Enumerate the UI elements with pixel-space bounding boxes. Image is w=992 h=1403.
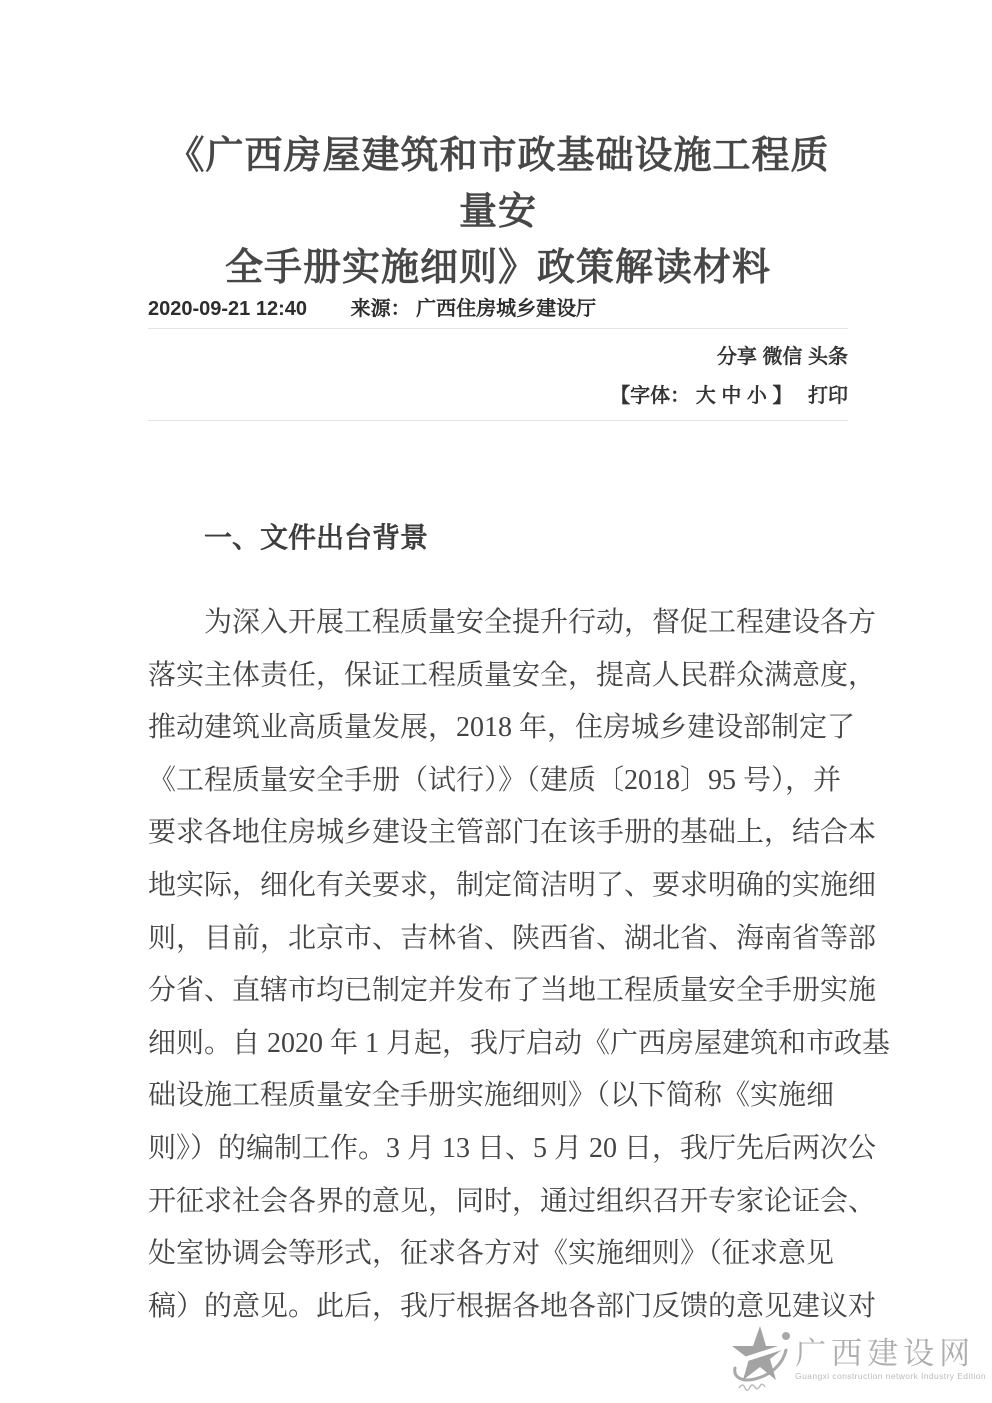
share-label: 分享 (716, 346, 757, 368)
page-title-line1: 《广西房屋建筑和市政基础设施工程质量安 (166, 135, 830, 233)
share-bar (148, 345, 848, 369)
page-title-line2: 全手册实施细则》政策解读材料 (224, 247, 771, 289)
font-size-small-button[interactable]: 小 (746, 385, 767, 407)
watermark-subtitle: Guangxi construction network Industry Edition (795, 1370, 986, 1381)
publish-datetime: 2020-09-21 12:40 (148, 298, 308, 320)
article-page (148, 0, 891, 1333)
source-label: 来源： (350, 298, 411, 320)
font-control-bar (148, 384, 848, 421)
paragraph-line: 细则。自 2020 年 1 月起，我厅启动《广西房屋建筑和市政基 (148, 1027, 891, 1059)
paragraph-line: 地实际，细化有关要求，制定简洁明了、要求明确的实施细 (148, 869, 877, 901)
site-watermark (729, 1322, 986, 1396)
font-size-label-close: 】 (772, 385, 793, 407)
paragraph-line: 础设施工程质量安全手册实施细则》（以下简称《实施细 (148, 1080, 835, 1112)
paragraph-line: 分省、直辖市均已制定并发布了当地工程质量安全手册实施 (148, 975, 877, 1007)
paragraph-line: 则》）的编制工作。3 月 13 日、5 月 20 日，我厅先后两次公 (148, 1132, 877, 1164)
print-button[interactable]: 打印 (808, 385, 848, 407)
paragraph-line: 处室协调会等形式，征求各方对《实施细则》（征求意见 (148, 1238, 835, 1270)
watermark-site-name: 广西建设网 (795, 1335, 976, 1371)
paragraph-line: 稿）的意见。此后，我厅根据各地各部门反馈的意见建议对 (148, 1290, 877, 1322)
share-wechat-button[interactable]: 微信 (762, 346, 803, 368)
font-size-label: 【字体： (610, 385, 691, 407)
paragraph-line: 开征求社会各界的意见，同时，通过组织召开专家论证会、 (148, 1185, 877, 1217)
paragraph-line: 要求各地住房城乡建设主管部门在该手册的基础上，结合本 (148, 817, 877, 849)
font-size-large-button[interactable]: 大 (695, 385, 716, 407)
paragraph-line: 落实主体责任，保证工程质量安全，提高人民群众满意度， (148, 659, 877, 691)
article-paragraph (148, 597, 891, 1333)
paragraph-line: 推动建筑业高质量发展，2018 年，住房城乡建设部制定了 (148, 712, 856, 744)
font-size-medium-button[interactable]: 中 (721, 385, 742, 407)
article-meta (148, 298, 848, 329)
section-heading: 一、文件出台背景 (204, 522, 429, 553)
source-name: 广西住房城乡建设厅 (416, 298, 597, 320)
page-title (148, 128, 848, 296)
share-toutiao-button[interactable]: 头条 (808, 346, 848, 368)
paragraph-line: 则，目前，北京市、吉林省、陕西省、湖北省、海南省等部 (148, 922, 877, 954)
paragraph-line: 《工程质量安全手册（试行）》（建质〔2018〕95 号），并 (148, 764, 842, 796)
star-logo-icon (729, 1322, 791, 1396)
paragraph-line: 为深入开展工程质量安全提升行动，督促工程建设各方 (204, 607, 877, 638)
watermark-text (795, 1337, 986, 1382)
